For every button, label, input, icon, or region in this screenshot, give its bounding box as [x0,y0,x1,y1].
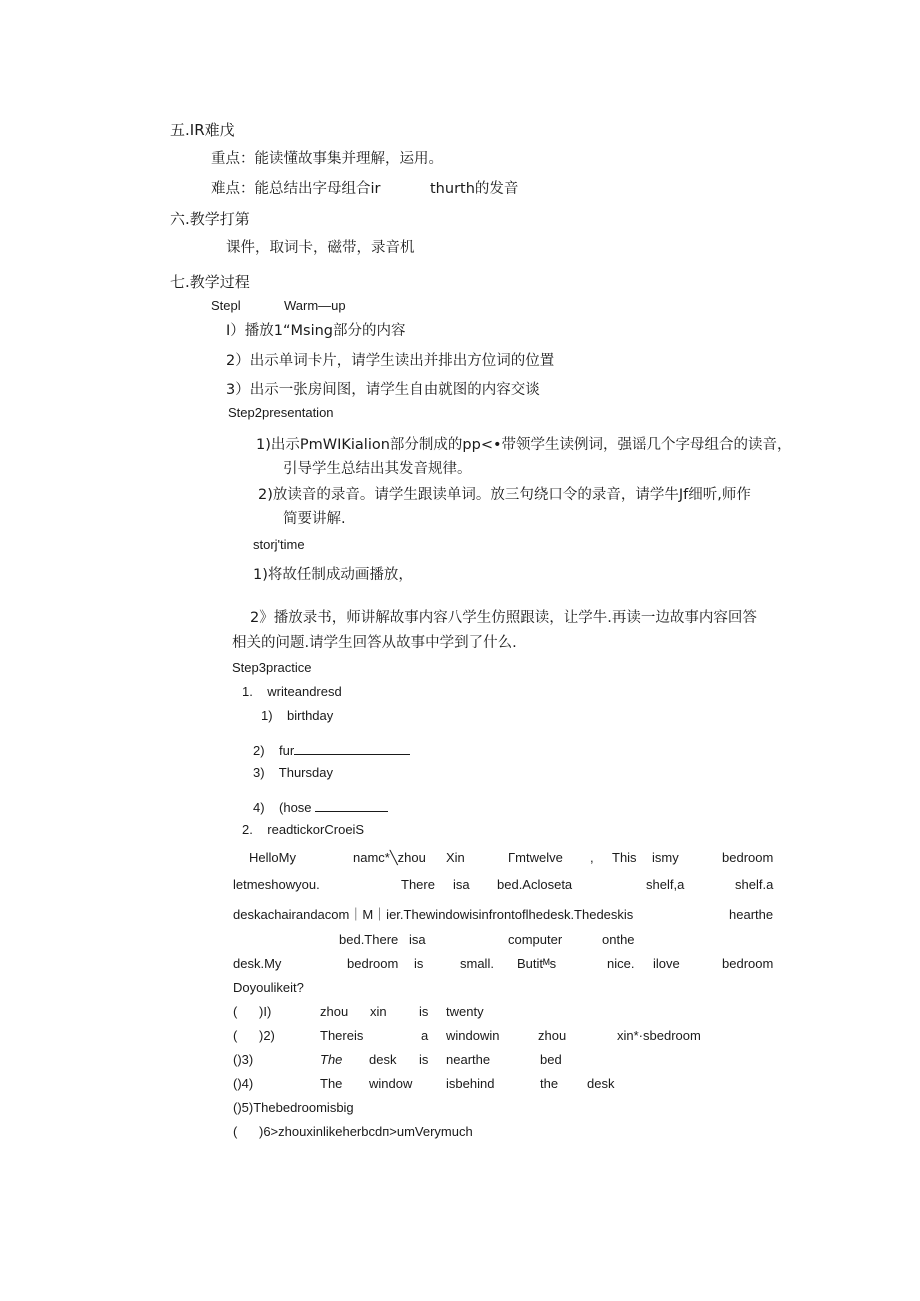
exercise-1-item-3: 3) Thursday [253,765,333,780]
passage-word: nice. [607,956,635,971]
question-word: isbehind [446,1076,495,1091]
step1-label: Stepl [211,298,241,313]
passage-word: is [414,956,424,971]
question-line: )6>zhouxinlikeherbcdп>umVerymuch [259,1124,473,1139]
step2-item-2: 2)放读音的录音。请学生跟读单词。放三句绕口令的录音，请学牛Jf细听,师作 [258,487,751,503]
answer-blank-4[interactable] [315,799,388,812]
passage-word: ismy [652,850,679,865]
answer-paren[interactable]: ( [233,1004,238,1019]
passage-word: namc*╲zhou [353,850,426,865]
story-item-1: 1)将故任制成动画播放， [253,567,413,583]
passage-word: Γmtwelve [508,850,563,865]
section-5-heading: 五.IR难戊 [170,121,235,139]
step1-item-2: 2）出示单词卡片，请学生读出并排出方位词的位置 [226,353,555,369]
question-word: zhou [538,1028,567,1043]
answer-blank-2[interactable] [294,742,410,755]
exercise-1-item-4-text: 4) (hose [253,800,312,815]
step2-item-2-cont: 简要讲解. [283,511,346,527]
passage-word: small. [460,956,494,971]
question-word: Thereis [320,1028,364,1043]
question-word: windowin [446,1028,500,1043]
passage-word: Butitᴹs [517,956,557,971]
question-word: xin [370,1004,387,1019]
question-word: twenty [446,1004,484,1019]
passage-word: bedroom [722,956,774,971]
question-word: is [419,1004,429,1019]
passage-word: HelloMy [249,850,296,865]
passage-word: bedroom [722,850,774,865]
section-7-heading: 七.教学过程 [170,273,250,291]
question-word: window [369,1076,413,1091]
passage-word: shelf,a [646,877,685,892]
passage-word: isa [453,877,470,892]
exercise-1-item-4 [253,799,388,814]
step3-heading: Step3practice [232,660,312,675]
answer-paren[interactable]: ( [233,1124,238,1139]
key-point: 重点：能读懂故事集并理解，运用。 [211,151,443,167]
exercise-1-item-1: 1) birthday [261,708,334,723]
step2-item-1-cont: 引导学生总结出其发音规律。 [283,461,472,477]
passage-word: Xin [446,850,465,865]
step1-item-1: I）播放1“Msing部分的内容 [226,323,406,339]
question-word: The [320,1076,343,1091]
question-word: zhou [320,1004,349,1019]
passage-line: deskachairandacom｜M｜ier.Thewindowisinfrontoflhedesk.Thedeskis [233,907,634,922]
exercise-2-title: 2. readtickorCroeiS [242,822,365,837]
question-word: nearthe [446,1052,491,1067]
passage-word: , [590,850,594,865]
passage-word: There [401,877,435,892]
passage-word: shelf.a [735,877,774,892]
step2-item-1: 1)出示PmWIKialion部分制成的pp<•带领学生读例词，强谣几个字母组合的读音， [256,437,792,453]
passage-word: hearthe [729,907,774,922]
passage-word: isa [409,932,426,947]
passage-word: desk.My [233,956,282,971]
passage-word: This [612,850,637,865]
passage-line: Doyoulikeit? [233,980,304,995]
section-6-heading: 六.教学打第 [170,210,250,228]
difficult-point: 难点：能总结出字母组合ir [211,181,381,197]
teaching-tools: 课件，取词卡，磁带，录音机 [226,240,415,256]
story-item-2-cont: 相关的问题.请学生回答从故事中学到了什么. [232,635,517,651]
question-word: The [320,1052,343,1067]
question-word: desk [587,1076,615,1091]
question-word: is [419,1052,429,1067]
passage-word: bed.Acloseta [497,877,573,892]
question-word: desk [369,1052,397,1067]
question-word: a [421,1028,429,1043]
question-number: )2) [259,1028,275,1043]
step2-heading: Step2presentation [228,405,334,420]
step1-item-3: 3）出示一张房间图，请学生自由就图的内容交谈 [226,382,540,398]
question-number[interactable]: ()3) [233,1052,254,1067]
story-item-2: 2》播放录书，师讲解故事内容八学生仿照跟读，让学牛.再读一边故事内容回答 [250,610,757,626]
question-word: the [540,1076,559,1091]
exercise-1-title: 1. writeandresd [242,684,342,699]
passage-word: ilove [653,956,680,971]
story-time-heading: storj'time [253,537,305,552]
passage-word: bed.There [339,932,399,947]
step1-title: Warm—up [284,298,346,313]
question-line[interactable]: ()5)Thebedroomisbig [233,1100,354,1115]
passage-word: bedroom [347,956,399,971]
answer-paren[interactable]: ( [233,1028,238,1043]
difficult-point-tail: thurth的发音 [430,181,519,197]
passage-word: onthe [602,932,635,947]
question-word: xin*·sbedroom [617,1028,701,1043]
passage-word: letmeshowyou. [233,877,320,892]
question-number: )I) [259,1004,272,1019]
exercise-1-item-2-text: 2) fur [253,743,295,758]
question-number[interactable]: ()4) [233,1076,254,1091]
question-word: bed [540,1052,562,1067]
exercise-1-item-2 [253,742,410,757]
passage-word: computer [508,932,563,947]
